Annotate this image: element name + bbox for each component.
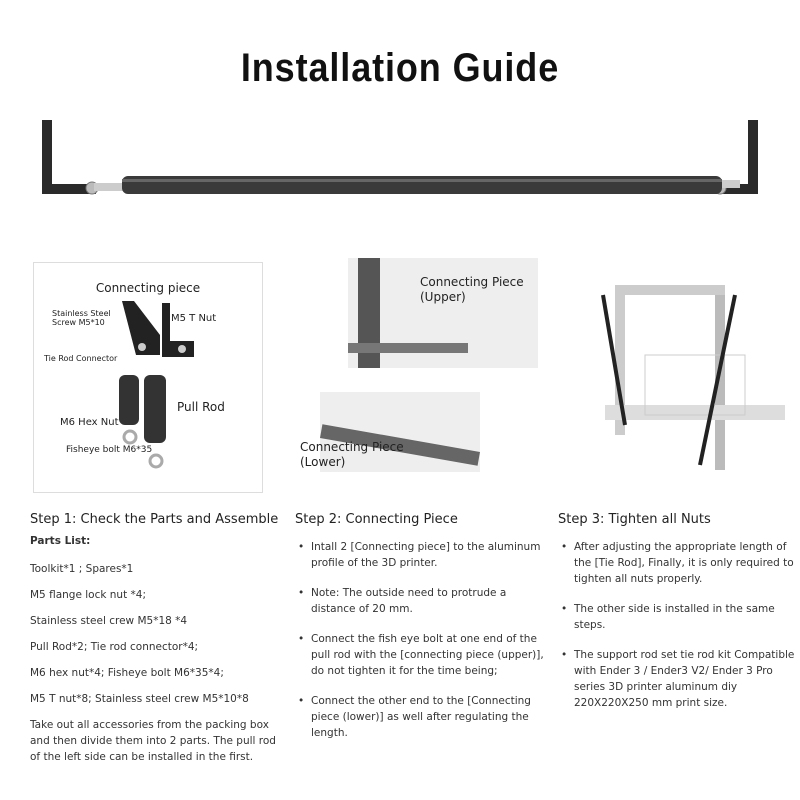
connector-image	[114, 301, 204, 361]
label-pullrod: Pull Rod	[177, 400, 225, 414]
list-item: • After adjusting the appropriate length of the [Tie Rod], Finally, it is only required to tighten all nuts properly.	[558, 539, 798, 587]
part-item: Pull Rod*2; Tie rod connector*4;	[30, 641, 199, 653]
panel-heading: Connecting piece	[95, 281, 201, 295]
step2-heading: Step 2: Connecting Piece	[295, 512, 458, 527]
list-item: • The support rod set tie rod kit Compatible with Ender 3 / Ender3 V2/ Ender 3 Pro series 3D printer aluminum diy 220X220X250 mm print size.	[558, 647, 798, 711]
list-item: • Intall 2 [Connecting piece] to the aluminum profile of the 3D printer.	[295, 539, 545, 571]
step1-body	[30, 533, 280, 775]
part-item: M6 hex nut*4; Fisheye bolt M6*35*4;	[30, 667, 224, 679]
label-screw: Stainless Steel Screw M5*10	[52, 309, 111, 327]
step1-note: Take out all accessories from the packing box and then divide them into 2 parts. The pull rod of the left side can be installed in the first.	[30, 719, 276, 763]
part-item: M5 T nut*8; Stainless steel crew M5*10*8	[30, 693, 249, 705]
step1-heading: Step 1: Check the Parts and Assemble	[30, 512, 279, 527]
label-lower: Connecting Piece (Lower)	[300, 440, 404, 469]
label-tnut: M5 T Nut	[171, 313, 217, 324]
label-connector: Tie Rod Connector	[44, 354, 118, 363]
parts-panel	[33, 262, 263, 493]
page-title: Installation Guide	[240, 46, 560, 90]
tie-rod-image	[30, 110, 770, 220]
parts-list-title: Parts List:	[30, 535, 91, 547]
label-hexnut: M6 Hex Nut	[60, 417, 119, 428]
part-item: M5 flange lock nut *4;	[30, 589, 147, 601]
list-item: • Connect the fish eye bolt at one end of the pull rod with the [connecting piece (upper)], do not tighten it for the time being;	[295, 631, 545, 679]
step3-list	[558, 539, 798, 725]
pull-rod-image	[114, 375, 184, 475]
part-item: Stainless steel crew M5*18 *4	[30, 615, 188, 627]
step3-heading: Step 3: Tighten all Nuts	[558, 512, 711, 527]
label-fisheye: Fisheye bolt M6*35	[66, 445, 153, 455]
label-upper: Connecting Piece (Upper)	[420, 275, 524, 304]
part-item: Toolkit*1 ; Spares*1	[30, 563, 134, 575]
printer-image	[585, 285, 795, 485]
list-item: • The other side is installed in the same steps.	[558, 601, 798, 633]
step2-list	[295, 539, 545, 755]
list-item: • Connect the other end to the [Connecting piece (lower)] as well after regulating the length.	[295, 693, 545, 741]
list-item: • Note: The outside need to protrude a distance of 20 mm.	[295, 585, 545, 617]
